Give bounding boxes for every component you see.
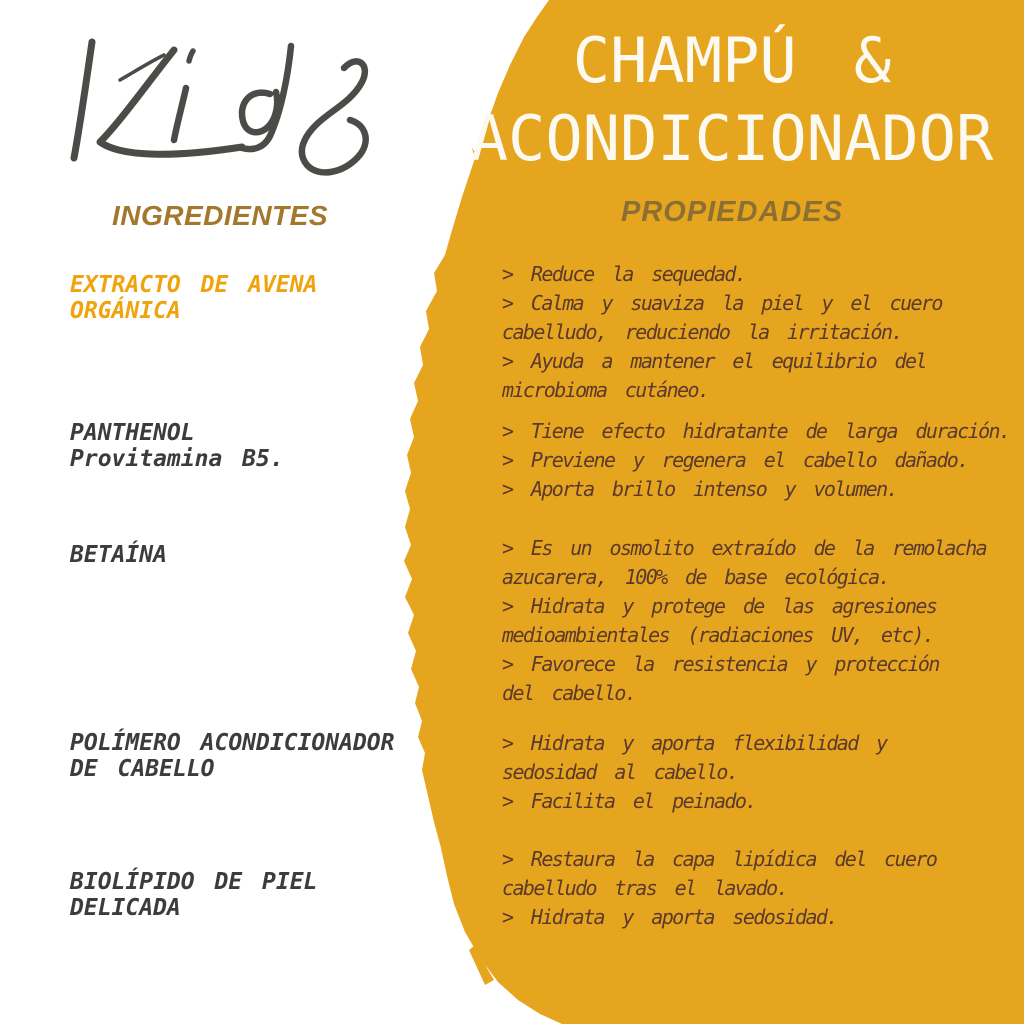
ingredients-heading: INGREDIENTES [111,200,329,231]
property-line: > Tiene efecto hidratante de larga duración. [502,419,1010,443]
ingredient-name-extracto-avena [70,272,435,324]
property-line: > Ayuda a mantener el equilibrio del [502,349,926,373]
ingredient-name-line: ORGÁNICA [70,298,181,324]
ingredient-name-line: PANTHENOL [70,420,195,446]
ingredient-name-line: POLÍMERO ACONDICIONADOR [70,730,395,756]
property-line: > Calma y suaviza la piel y el cuero [502,291,942,315]
property-line: cabelludo tras el lavado. [502,876,788,900]
property-list-extracto-avena [502,260,1014,405]
property-line: > Hidrata y aporta sedosidad. [502,905,837,929]
property-list-polimero [502,729,1014,816]
product-title-line2: ACONDICIONADOR [470,102,994,175]
ingredient-name-biolipido [70,869,435,921]
property-line: medioambientales (radiaciones UV, etc). [502,623,934,647]
ingredient-name-betaina [70,542,435,568]
property-line: azucarera, 100% de base ecológica. [502,565,889,589]
property-line: microbioma cutáneo. [502,378,709,402]
ingredient-name-line: BIOLÍPIDO DE PIEL [70,869,318,895]
kids-logo [62,28,392,198]
ingredient-name-line: EXTRACTO DE AVENA [70,272,318,298]
ingredient-name-line: Provitamina B5. [70,446,284,472]
property-list-biolipido [502,845,1014,932]
property-line: > Hidrata y aporta flexibilidad y [502,731,887,755]
property-line: > Favorece la resistencia y protección [502,652,939,676]
property-line: > Restaura la capa lipídica del cuero [502,847,937,871]
ingredient-name-polimero [70,730,435,782]
property-line: > Es un osmolito extraído de la remolacha [502,536,987,560]
product-title [443,22,1021,178]
property-line: > Facilita el peinado. [502,789,756,813]
ingredient-name-line: DELICADA [70,895,181,921]
property-line: del cabello. [502,681,636,705]
property-line: > Previene y regenera el cabello dañado. [502,448,968,472]
property-line: sedosidad al cabello. [502,760,738,784]
ingredient-name-line: DE CABELLO [70,756,215,782]
property-line: > Aporta brillo intenso y volumen. [502,477,897,501]
properties-heading: PROPIEDADES [620,196,844,228]
property-line: cabelludo, reduciendo la irritación. [502,320,902,344]
property-list-panthenol [502,417,1014,504]
ingredient-name-panthenol [70,420,435,472]
ingredient-name-line: BETAÍNA [70,542,167,568]
property-line: > Hidrata y protege de las agresiones [502,594,937,618]
product-title-line1: CHAMPÚ & [572,24,892,97]
property-line: > Reduce la sequedad. [502,262,746,286]
property-list-betaina [502,534,1014,708]
